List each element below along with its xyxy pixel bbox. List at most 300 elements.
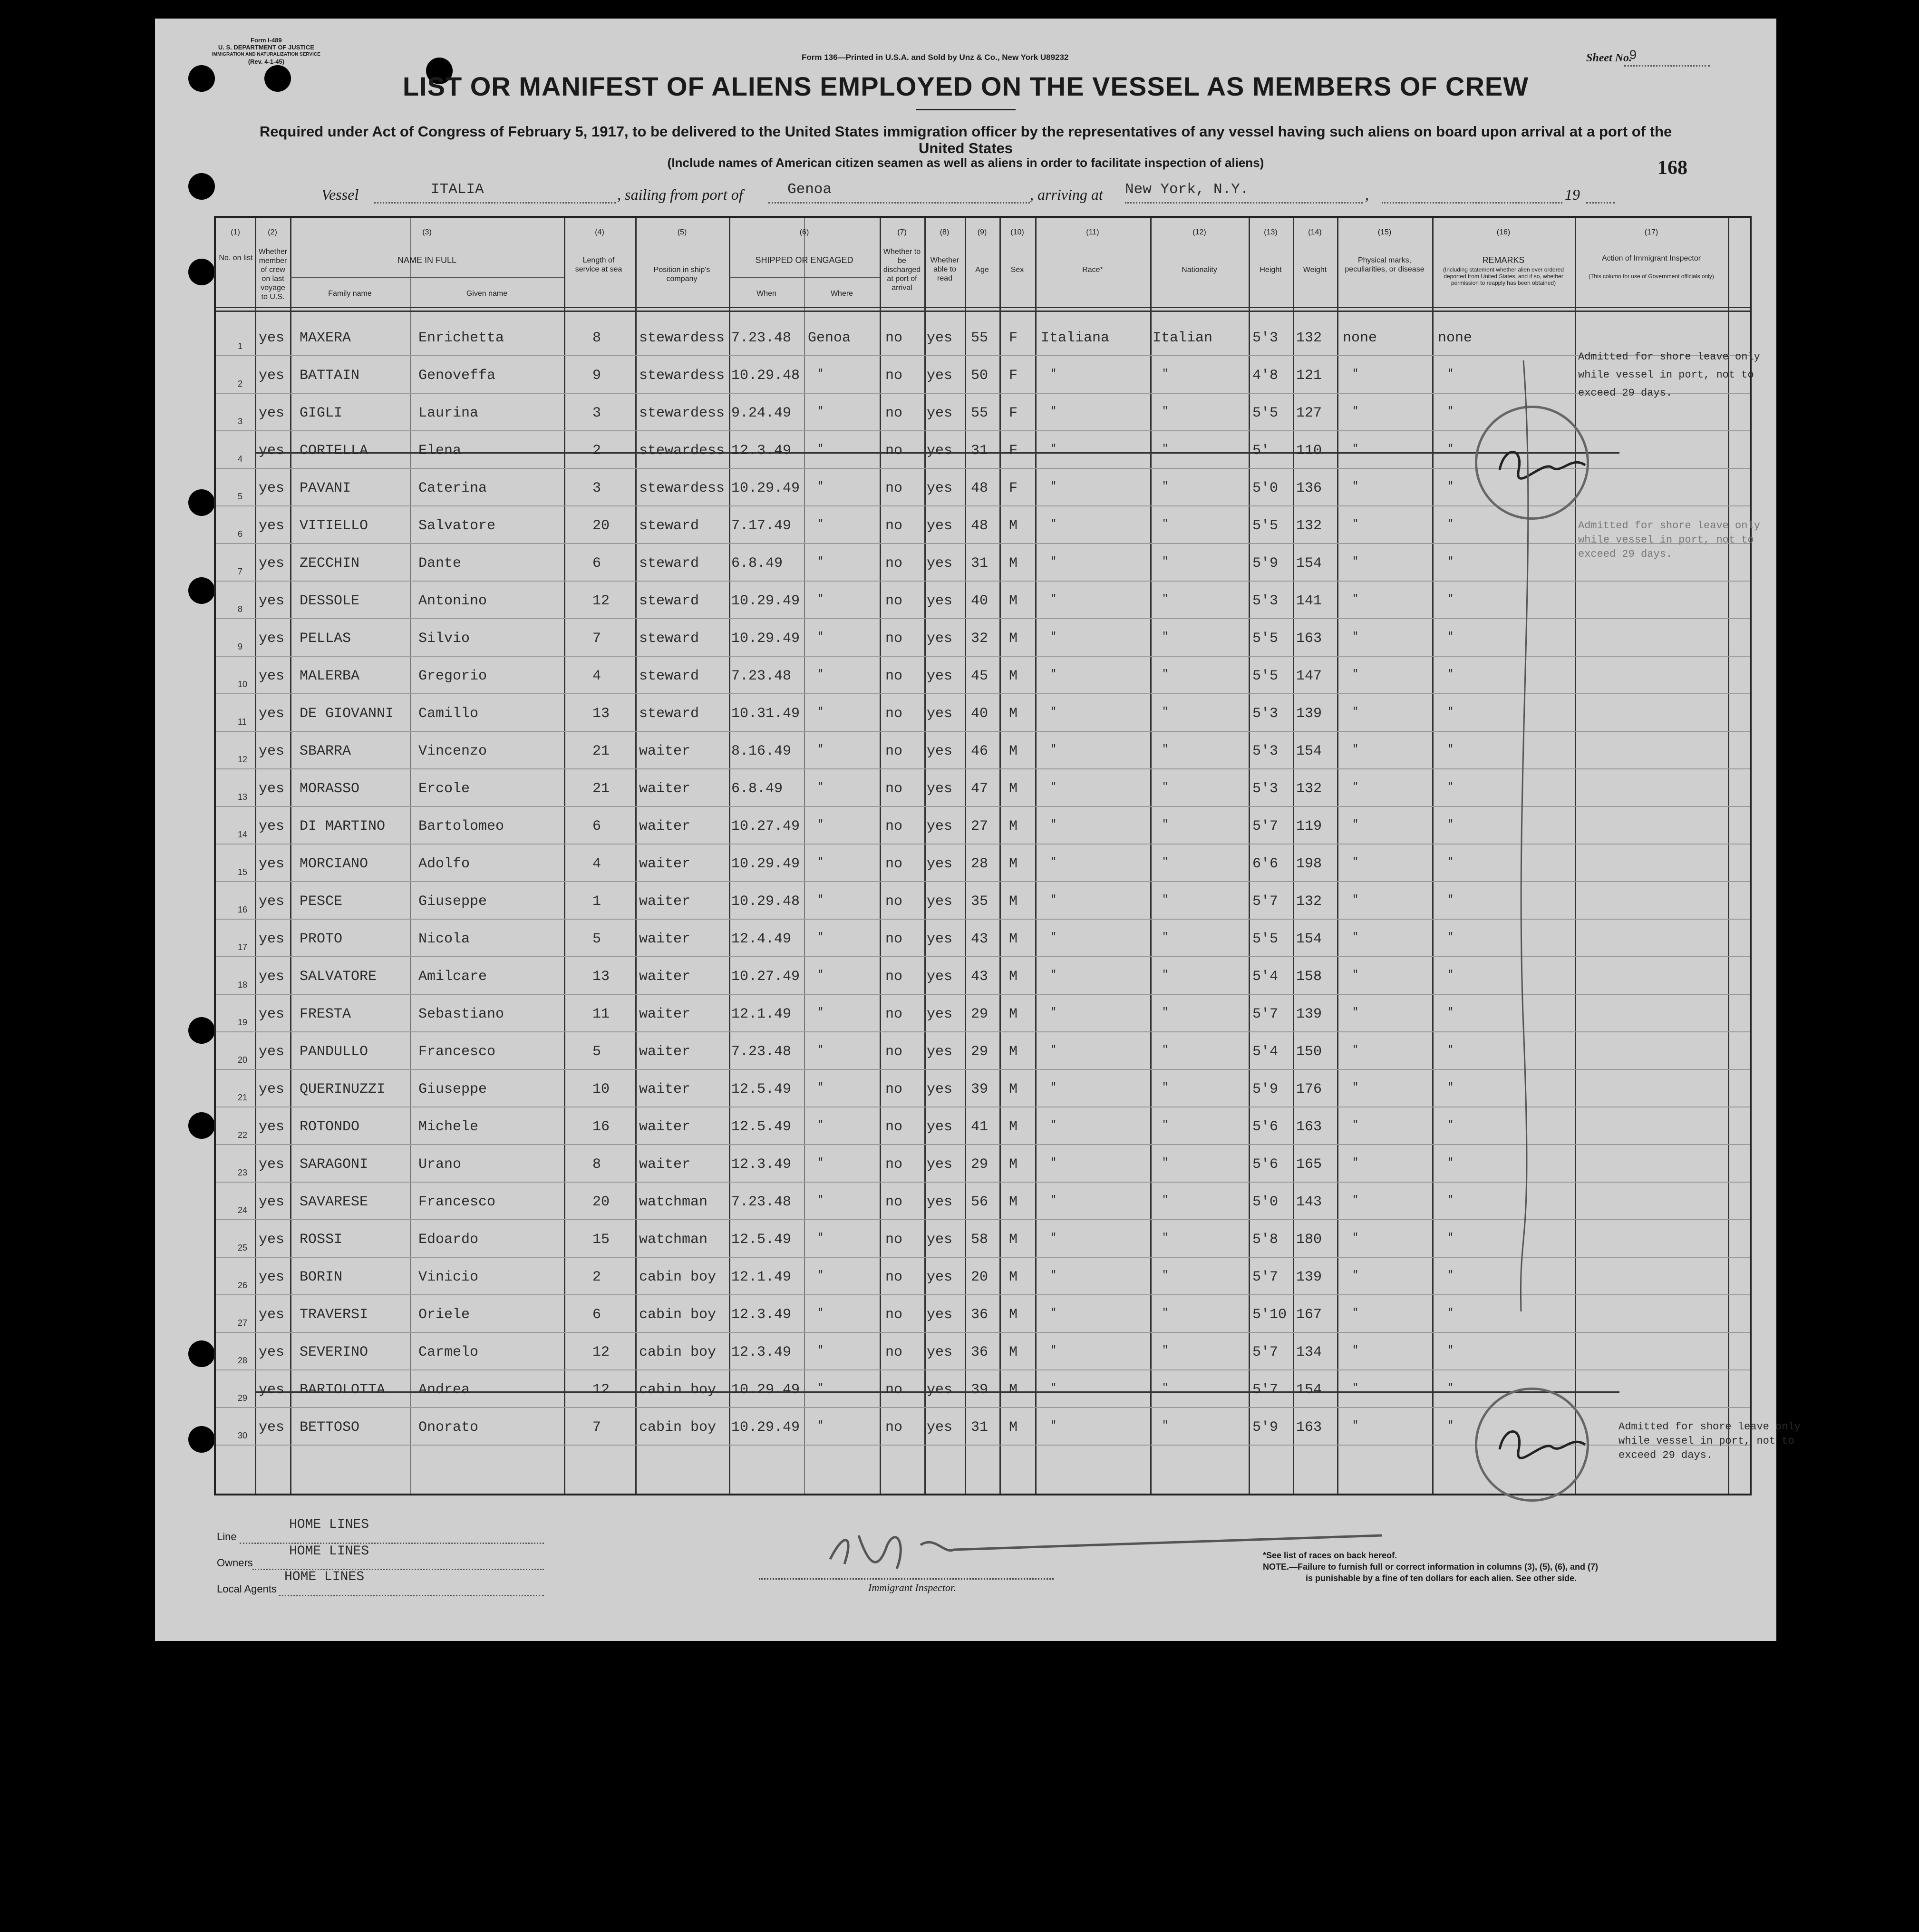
marks-cell: " [1352, 706, 1359, 718]
given-name-cell: Oriele [418, 1307, 470, 1323]
shipped-when-cell: 10.27.49 [731, 818, 800, 835]
given-name-cell: Elena [418, 443, 462, 459]
sex-cell: F [1009, 368, 1018, 384]
service-cell: 8 [592, 330, 601, 346]
position-cell: waiter [639, 969, 691, 985]
read-cell: yes [927, 1044, 953, 1060]
given-name-cell: Andrea [418, 1382, 470, 1398]
shipped-when-cell: 12.1.49 [731, 1006, 792, 1022]
weight-cell: 154 [1296, 555, 1322, 572]
discharged-cell: no [885, 330, 903, 346]
service-cell: 3 [592, 405, 601, 421]
position-cell: watchman [639, 1232, 708, 1248]
position-cell: stewardess [639, 443, 725, 459]
position-cell: stewardess [639, 405, 725, 421]
height-cell: 5'5 [1252, 405, 1279, 421]
family-name-cell: PELLAS [300, 631, 351, 647]
shipped-when-cell: 9.24.49 [731, 405, 792, 421]
col-num: (11) [1086, 228, 1099, 236]
sex-cell: M [1009, 555, 1018, 572]
height-cell: 5'3 [1252, 593, 1279, 609]
shipped-where-cell: " [817, 405, 824, 417]
shipped-when-cell: 10.29.49 [731, 1382, 800, 1398]
remarks-cell: " [1447, 1419, 1454, 1431]
vessel-line [374, 202, 616, 204]
discharged-cell: no [885, 893, 903, 910]
row-number: 25 [238, 1243, 248, 1252]
line-value: HOME LINES [289, 1517, 369, 1532]
race-cell: " [1050, 443, 1057, 455]
row-number: 8 [238, 604, 243, 614]
race-cell: " [1050, 405, 1057, 417]
remarks-cell: " [1447, 1044, 1454, 1056]
age-cell: 43 [971, 931, 989, 947]
sex-cell: M [1009, 1307, 1018, 1323]
read-cell: yes [927, 893, 953, 910]
remarks-cell: " [1447, 1269, 1454, 1281]
col-num: (9) [977, 228, 987, 236]
age-cell: 29 [971, 1044, 989, 1060]
nationality-cell: " [1162, 781, 1169, 793]
row-number: 21 [238, 1093, 248, 1102]
marks-cell: " [1352, 1119, 1359, 1131]
row-number: 26 [238, 1281, 248, 1290]
height-cell: 5'5 [1252, 631, 1279, 647]
sheet-number: 9 [1629, 49, 1637, 63]
marks-cell: " [1352, 1232, 1359, 1243]
crew-cell: yes [259, 1194, 285, 1210]
family-name-cell: ROSSI [300, 1232, 343, 1248]
read-cell: yes [927, 330, 953, 346]
remarks-cell: " [1447, 443, 1454, 455]
remarks-annotation: Admitted for shore leave only [1578, 351, 1760, 363]
header-no-on-list: No. on list [219, 254, 253, 262]
col-num: (2) [268, 228, 277, 236]
service-cell: 16 [592, 1119, 610, 1135]
family-name-cell: DI MARTINO [300, 818, 386, 835]
crew-cell: yes [259, 443, 285, 459]
sex-cell: M [1009, 1344, 1018, 1360]
remarks-cell: " [1447, 1119, 1454, 1131]
position-cell: stewardess [639, 330, 725, 346]
row-number: 12 [238, 755, 248, 764]
read-cell: yes [927, 743, 953, 759]
race-cell: " [1050, 518, 1057, 530]
sex-cell: M [1009, 1232, 1018, 1248]
row-number: 24 [238, 1205, 248, 1215]
sex-cell: F [1009, 480, 1018, 496]
nationality-cell: " [1162, 893, 1169, 905]
header-name-in-full: NAME IN FULL [397, 255, 457, 265]
sex-cell: F [1009, 405, 1018, 421]
row-number: 13 [238, 792, 248, 802]
nationality-cell: " [1162, 818, 1169, 830]
marks-cell: " [1352, 893, 1359, 905]
discharged-cell: no [885, 1081, 903, 1097]
height-cell: 5' [1252, 443, 1270, 459]
service-cell: 20 [592, 1194, 610, 1210]
header-height: Height [1260, 266, 1282, 274]
discharged-cell: no [885, 743, 903, 759]
crew-cell: yes [259, 1119, 285, 1135]
shipped-when-cell: 7.23.48 [731, 1044, 792, 1060]
family-name-cell: TRAVERSI [300, 1307, 368, 1323]
service-cell: 12 [592, 593, 610, 609]
family-name-cell: PESCE [300, 893, 343, 910]
weight-cell: 136 [1296, 480, 1322, 496]
height-cell: 5'7 [1252, 1382, 1279, 1398]
crew-cell: yes [259, 668, 285, 684]
discharged-cell: no [885, 593, 903, 609]
position-cell: waiter [639, 931, 691, 947]
row-number: 10 [238, 680, 248, 689]
given-name-cell: Nicola [418, 931, 470, 947]
height-cell: 5'7 [1252, 1344, 1279, 1360]
position-cell: cabin boy [639, 1344, 717, 1360]
marks-cell: " [1352, 931, 1359, 943]
col-num: (12) [1192, 228, 1206, 236]
remarks-cell: " [1447, 1006, 1454, 1018]
sex-cell: M [1009, 1006, 1018, 1022]
crew-cell: yes [259, 480, 285, 496]
shipped-where-cell: " [817, 480, 824, 492]
title-rule [916, 109, 1016, 110]
marks-cell: " [1352, 1269, 1359, 1281]
shipped-where-cell: " [817, 1419, 824, 1431]
crew-table [214, 216, 1801, 1495]
year-line [1586, 202, 1615, 204]
remarks-cell: " [1447, 368, 1454, 379]
position-cell: watchman [639, 1194, 708, 1210]
family-name-cell: ZECCHIN [300, 555, 360, 572]
header-race: Race* [1082, 266, 1103, 274]
weight-cell: 134 [1296, 1344, 1322, 1360]
header-position: Position in ship's company [653, 266, 710, 283]
crew-cell: yes [259, 1269, 285, 1285]
weight-cell: 121 [1296, 368, 1322, 384]
age-cell: 28 [971, 856, 989, 872]
crew-cell: yes [259, 969, 285, 985]
remarks-cell: " [1447, 555, 1454, 567]
nationality-cell: " [1162, 555, 1169, 567]
marks-cell: " [1352, 443, 1359, 455]
remarks-cell: " [1447, 631, 1454, 642]
sex-cell: F [1009, 443, 1018, 459]
position-cell: waiter [639, 893, 691, 910]
height-cell: 5'0 [1252, 480, 1279, 496]
service-cell: 6 [592, 1307, 601, 1323]
remarks-cell: " [1447, 1081, 1454, 1093]
shipped-where-cell: " [817, 668, 824, 680]
col-num: (5) [677, 228, 687, 236]
col-num: (10) [1010, 228, 1024, 236]
family-name-cell: SALVATORE [300, 969, 377, 985]
marks-cell: " [1352, 818, 1359, 830]
form-number: Form I-489 [251, 37, 282, 44]
header-where: Where [830, 290, 853, 298]
discharged-cell: no [885, 1006, 903, 1022]
read-cell: yes [927, 1194, 953, 1210]
given-name-cell: Onorato [418, 1419, 479, 1436]
sex-cell: M [1009, 1269, 1018, 1285]
family-name-cell: SBARRA [300, 743, 351, 759]
shipped-where-cell: " [817, 706, 824, 718]
races-note: *See list of races on back hereof. [1263, 1551, 1397, 1560]
col-num: (16) [1496, 228, 1511, 236]
nationality-cell: " [1162, 856, 1169, 868]
read-cell: yes [927, 1081, 953, 1097]
age-cell: 48 [971, 518, 989, 534]
stamped-number: 168 [1657, 157, 1687, 179]
shipped-where-cell: Genoa [808, 330, 851, 346]
header-remarks-note: (Including statement whether alien ever ordered deported from United States, and if so, whether permission to reapply has been obtained) [1443, 266, 1564, 286]
shipped-where-cell: " [817, 1006, 824, 1018]
position-cell: waiter [639, 856, 691, 872]
weight-cell: 139 [1296, 1006, 1322, 1022]
read-cell: yes [927, 593, 953, 609]
age-cell: 36 [971, 1344, 989, 1360]
nationality-cell: " [1162, 931, 1169, 943]
race-cell: " [1050, 781, 1057, 793]
given-name-cell: Francesco [418, 1194, 496, 1210]
sex-cell: M [1009, 1081, 1018, 1097]
discharged-cell: no [885, 1194, 903, 1210]
crew-cell: yes [259, 518, 285, 534]
shipped-when-cell: 10.29.49 [731, 856, 800, 872]
owners-label: Owners [217, 1557, 253, 1569]
family-name-cell: MORASSO [300, 781, 360, 797]
shipped-when-cell: 12.5.49 [731, 1081, 792, 1097]
nationality-cell: " [1162, 1419, 1169, 1431]
shipped-when-cell: 7.23.48 [731, 330, 792, 346]
race-cell: " [1050, 593, 1057, 605]
position-cell: stewardess [639, 480, 725, 496]
shipped-where-cell: " [817, 1119, 824, 1131]
header-when: When [756, 290, 776, 298]
row-number: 14 [238, 830, 248, 839]
given-name-cell: Antonino [418, 593, 487, 609]
weight-cell: 110 [1296, 443, 1322, 459]
remarks-cell: " [1447, 743, 1454, 755]
remarks-annotation: exceed 29 days. [1578, 548, 1673, 560]
shipped-when-cell: 10.27.49 [731, 969, 800, 985]
header-nationality: Nationality [1182, 266, 1217, 274]
age-cell: 47 [971, 781, 989, 797]
age-cell: 55 [971, 405, 989, 421]
race-cell: " [1050, 668, 1057, 680]
family-name-cell: DE GIOVANNI [300, 706, 394, 722]
sex-cell: M [1009, 706, 1018, 722]
race-cell: " [1050, 1382, 1057, 1394]
family-name-cell: BATTAIN [300, 368, 360, 384]
sex-cell: M [1009, 969, 1018, 985]
shipped-where-cell: " [817, 743, 824, 755]
height-cell: 5'9 [1252, 1419, 1279, 1436]
weight-cell: 141 [1296, 593, 1322, 609]
crew-cell: yes [259, 743, 285, 759]
sex-cell: M [1009, 856, 1018, 872]
crew-cell: yes [259, 1232, 285, 1248]
remarks-cell: " [1447, 1194, 1454, 1206]
family-name-cell: BETTOSO [300, 1419, 360, 1436]
row-number: 9 [238, 642, 243, 651]
age-cell: 29 [971, 1006, 989, 1022]
position-cell: steward [639, 518, 699, 534]
family-name-cell: BORIN [300, 1269, 343, 1285]
age-cell: 31 [971, 1419, 989, 1436]
height-cell: 5'9 [1252, 1081, 1279, 1097]
service-cell: 2 [592, 1269, 601, 1285]
weight-cell: 154 [1296, 743, 1322, 759]
service-cell: 5 [592, 931, 601, 947]
row-number: 5 [238, 492, 243, 501]
age-cell: 45 [971, 668, 989, 684]
sex-cell: M [1009, 1156, 1018, 1173]
read-cell: yes [927, 969, 953, 985]
crew-cell: yes [259, 368, 285, 384]
row-number: 17 [238, 942, 248, 952]
discharged-cell: no [885, 1269, 903, 1285]
given-name-cell: Laurina [418, 405, 479, 421]
sex-cell: M [1009, 593, 1018, 609]
read-cell: yes [927, 1419, 953, 1436]
col-num: (13) [1264, 228, 1278, 236]
given-name-cell: Vincenzo [418, 743, 487, 759]
age-cell: 55 [971, 330, 989, 346]
sex-cell: M [1009, 1382, 1018, 1398]
weight-cell: 139 [1296, 1269, 1322, 1285]
shipped-where-cell: " [817, 969, 824, 981]
shipped-when-cell: 6.8.49 [731, 781, 783, 797]
remarks-cell: " [1447, 969, 1454, 981]
given-name-cell: Edoardo [418, 1232, 479, 1248]
weight-cell: 132 [1296, 330, 1322, 346]
shipped-where-cell: " [817, 368, 824, 379]
shipped-when-cell: 10.29.49 [731, 1419, 800, 1436]
weight-cell: 163 [1296, 631, 1322, 647]
age-cell: 56 [971, 1194, 989, 1210]
given-name-cell: Vinicio [418, 1269, 479, 1285]
nationality-cell: " [1162, 518, 1169, 530]
position-cell: cabin boy [639, 1419, 717, 1436]
marks-cell: " [1352, 593, 1359, 605]
crew-cell: yes [259, 1344, 285, 1360]
read-cell: yes [927, 931, 953, 947]
weight-cell: 147 [1296, 668, 1322, 684]
header-inspector-action: Action of Immigrant Inspector [1601, 254, 1701, 262]
family-name-cell: CORTELLA [300, 443, 368, 459]
age-cell: 29 [971, 1156, 989, 1173]
remarks-cell: " [1447, 593, 1454, 605]
nationality-cell: " [1162, 480, 1169, 492]
family-name-cell: MORCIANO [300, 856, 368, 872]
position-cell: waiter [639, 1006, 691, 1022]
given-name-cell: Enrichetta [418, 330, 504, 346]
intro-text: Required under Act of Congress of February 5, 1917, to be delivered to the United States immigration officer by the representatives of any vessel having such aliens on board upon arrival at a port of the United States [259, 123, 1672, 156]
binder-hole [188, 1112, 215, 1139]
service-cell: 10 [592, 1081, 610, 1097]
department: U. S. DEPARTMENT OF JUSTICE [218, 44, 314, 51]
weight-cell: 163 [1296, 1419, 1322, 1436]
sheet-number-label: Sheet No. [1586, 52, 1632, 64]
weight-cell: 154 [1296, 1382, 1322, 1398]
shipped-when-cell: 12.3.49 [731, 443, 792, 459]
binder-hole [188, 259, 215, 285]
arrival-line [1125, 202, 1363, 204]
discharged-cell: no [885, 555, 903, 572]
remarks-cell: " [1447, 856, 1454, 868]
remarks-annotation: Admitted for shore leave only [1619, 1421, 1801, 1433]
owners-value: HOME LINES [289, 1544, 369, 1559]
given-name-cell: Salvatore [418, 518, 496, 534]
row-number: 2 [238, 379, 243, 388]
weight-cell: 132 [1296, 781, 1322, 797]
age-cell: 41 [971, 1119, 989, 1135]
read-cell: yes [927, 1269, 953, 1285]
age-cell: 31 [971, 443, 989, 459]
read-cell: yes [927, 631, 953, 647]
service-cell: 21 [592, 743, 610, 759]
age-cell: 40 [971, 593, 989, 609]
race-cell: " [1050, 1269, 1057, 1281]
race-cell: " [1050, 1006, 1057, 1018]
header-able-to-read: Whether able to read [930, 256, 960, 282]
col-num: (15) [1377, 228, 1392, 236]
family-name-cell: BARTOLOTTA [300, 1382, 386, 1398]
inspector-initials [1490, 1421, 1595, 1468]
crew-cell: yes [259, 330, 285, 346]
position-cell: waiter [639, 1044, 691, 1060]
height-cell: 5'7 [1252, 1006, 1279, 1022]
row-number: 20 [238, 1055, 248, 1065]
family-name-cell: PROTO [300, 931, 343, 947]
marks-cell: " [1352, 1382, 1359, 1394]
marks-cell: none [1343, 330, 1377, 346]
vessel-label: Vessel [321, 186, 359, 203]
shipped-where-cell: " [817, 931, 824, 943]
marks-cell: " [1352, 1081, 1359, 1093]
shipped-where-cell: " [817, 1194, 824, 1206]
sex-cell: M [1009, 818, 1018, 835]
nationality-cell: " [1162, 631, 1169, 642]
nationality-cell: " [1162, 443, 1169, 455]
vessel-name: ITALIA [431, 181, 484, 198]
weight-cell: 167 [1296, 1307, 1322, 1323]
marks-cell: " [1352, 1156, 1359, 1168]
nationality-cell: " [1162, 1006, 1169, 1018]
weight-cell: 163 [1296, 1119, 1322, 1135]
discharged-cell: no [885, 969, 903, 985]
discharged-cell: no [885, 1119, 903, 1135]
sex-cell: M [1009, 1044, 1018, 1060]
row-number: 7 [238, 567, 243, 576]
position-cell: steward [639, 593, 699, 609]
header-last-voyage: Whether member of crew on last voyage to U.S. [258, 248, 288, 301]
race-cell: " [1050, 856, 1057, 868]
remarks-annotation: exceed 29 days. [1578, 387, 1673, 399]
age-cell: 27 [971, 818, 989, 835]
remarks-cell: " [1447, 1307, 1454, 1319]
service-cell: 12 [592, 1344, 610, 1360]
race-cell: Italiana [1041, 330, 1110, 346]
position-cell: steward [639, 706, 699, 722]
line-label: Line [217, 1531, 237, 1543]
weight-cell: 158 [1296, 969, 1322, 985]
family-name-cell: DESSOLE [300, 593, 360, 609]
nationality-cell: " [1162, 1269, 1169, 1281]
row-number: 23 [238, 1168, 248, 1177]
shipped-where-cell: " [817, 1044, 824, 1056]
